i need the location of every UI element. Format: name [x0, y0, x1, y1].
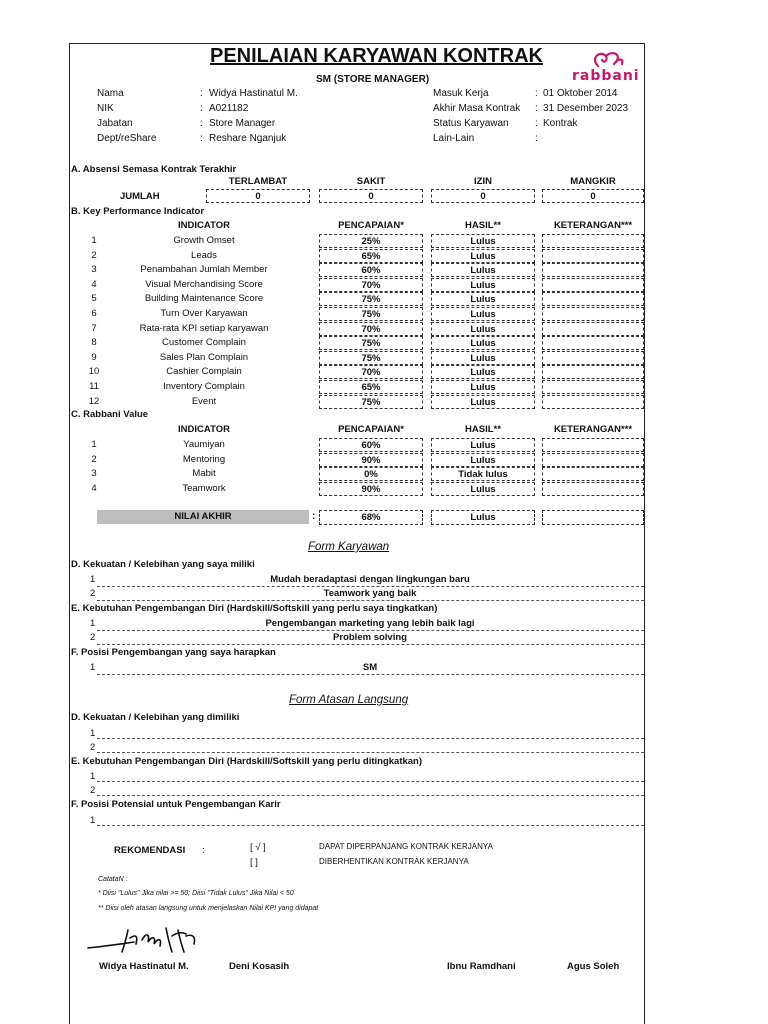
row-number: 11: [89, 381, 99, 392]
hasil-value: Lulus: [431, 365, 535, 379]
signature-icon: [86, 922, 202, 958]
form-karyawan-f-title: F. Posisi Pengembangan yang saya harapkan: [71, 647, 276, 658]
hasil-value: Lulus: [431, 453, 535, 467]
dept-label: Dept/reShare: [97, 133, 157, 144]
dotted-line: [97, 630, 644, 631]
indicator-name: Turn Over Karyawan: [160, 308, 248, 319]
indicator-name: Leads: [191, 249, 217, 261]
colon: :: [200, 103, 203, 114]
item-number: 2: [90, 588, 96, 599]
absensi-title: A. Absensi Semasa Kontrak Terakhir: [71, 164, 237, 175]
nilai-akhir-label: NILAI AKHIR: [97, 510, 309, 524]
nilai-akhir-keterangan: [542, 510, 644, 525]
absensi-value: 0: [319, 189, 423, 203]
absensi-header: SAKIT: [356, 176, 386, 187]
keterangan-cell: [542, 467, 644, 481]
kpi-header: KETERANGAN***: [553, 220, 633, 231]
dotted-line: [97, 795, 644, 796]
keterangan-cell: [542, 292, 644, 306]
row-number: 3: [91, 468, 97, 480]
row-number: 1: [91, 439, 97, 450]
page-subtitle: SM (STORE MANAGER): [316, 74, 430, 85]
rabbani-logo-icon: [588, 48, 628, 70]
keterangan-cell: [542, 322, 644, 336]
rekomendasi-option-perpanjang: DAPAT DIPERPANJANG KONTRAK KERJANYA: [319, 842, 493, 851]
kekuatan-item: Mudah beradaptasi dengan lingkungan baru: [270, 574, 470, 585]
pengembangan-item: Pengembangan marketing yang lebih baik lagi: [265, 618, 475, 629]
value-header: KETERANGAN***: [553, 424, 633, 435]
jabatan-value: Store Manager: [209, 118, 276, 129]
item-number: 1: [90, 574, 96, 585]
row-number: 3: [91, 264, 97, 276]
pencapaian-value: 70%: [319, 278, 423, 292]
colon: :: [535, 133, 538, 144]
indicator-name: Penambahan Jumlah Member: [140, 264, 268, 276]
colon: :: [200, 133, 203, 144]
pencapaian-value: 90%: [319, 453, 423, 467]
rekomendasi-checkbox-berhenti[interactable]: [ ]: [250, 857, 258, 868]
rekomendasi-option-berhenti: DIBERHENTIKAN KONTRAK KERJANYA: [319, 857, 469, 866]
kpi-header: HASIL**: [465, 220, 501, 231]
row-number: 2: [91, 249, 97, 261]
catatan-note: * Diisi "Lulus" Jika nilai >= 50; Diisi "Tidak Lulus" Jika Nilai < 50: [98, 890, 294, 897]
indicator-name: Event: [191, 395, 217, 407]
posisi-item: SM: [362, 662, 378, 673]
row-number: 2: [91, 453, 97, 465]
hasil-value: Tidak lulus: [431, 467, 535, 481]
pencapaian-value: 0%: [319, 467, 423, 481]
form-karyawan-title: Form Karyawan: [308, 541, 390, 553]
item-number: 2: [90, 742, 96, 753]
pencapaian-value: 70%: [319, 322, 423, 336]
dotted-line: [97, 586, 644, 587]
indicator-name: Building Maintenance Score: [144, 293, 264, 305]
pencapaian-value: 75%: [319, 351, 423, 365]
pencapaian-value: 65%: [319, 249, 423, 263]
keterangan-cell: [542, 263, 644, 277]
item-number: 1: [90, 728, 96, 739]
page-title: PENILAIAN KARYAWAN KONTRAK: [210, 45, 543, 67]
indicator-name: Mabit: [192, 468, 216, 480]
hasil-value: Lulus: [431, 234, 535, 248]
row-number: 4: [91, 482, 97, 494]
pencapaian-value: 65%: [319, 380, 423, 394]
rabbani-logo-text: rabbani: [572, 68, 640, 84]
absensi-value: 0: [431, 189, 535, 203]
catatan-note: ** Diisi oleh atasan langsung untuk menjelaskan Nilai KPI yang didapat: [98, 905, 319, 912]
colon: :: [200, 88, 203, 99]
hasil-value: Lulus: [431, 292, 535, 306]
indicator-name: Inventory Complain: [163, 381, 245, 392]
masuk-label: Masuk Kerja: [433, 88, 489, 99]
dotted-line: [97, 781, 644, 782]
nilai-akhir-value: 68%: [319, 510, 423, 525]
value-header: HASIL**: [465, 424, 501, 435]
keterangan-cell: [542, 482, 644, 496]
pengembangan-item: Problem solving: [333, 632, 407, 643]
dotted-line: [97, 738, 644, 739]
nama-value: Widya Hastinatul M.: [209, 88, 298, 99]
nik-label: NIK: [97, 103, 114, 114]
indicator-name: Visual Merchandising Score: [145, 278, 263, 290]
absensi-value: 0: [542, 189, 644, 203]
form-karyawan-d-title: D. Kekuatan / Kelebihan yang saya miliki: [71, 559, 255, 570]
dotted-line: [97, 825, 644, 826]
hasil-value: Lulus: [431, 482, 535, 496]
row-number: 6: [91, 308, 97, 319]
jabatan-label: Jabatan: [97, 118, 133, 129]
row-number: 9: [91, 351, 97, 363]
indicator-name: Rata-rata KPI setiap karyawan: [139, 322, 269, 334]
hasil-value: Lulus: [431, 351, 535, 365]
row-number: 1: [91, 235, 97, 246]
row-number: 8: [91, 337, 97, 349]
colon: :: [535, 118, 538, 129]
pencapaian-value: 75%: [319, 336, 423, 350]
item-number: 2: [90, 632, 96, 643]
kpi-header: INDICATOR: [178, 220, 230, 231]
hasil-value: Lulus: [431, 307, 535, 321]
signature-name: Deni Kosasih: [229, 961, 290, 972]
item-number: 2: [90, 785, 96, 796]
row-number: 12: [88, 395, 100, 407]
pencapaian-value: 60%: [319, 263, 423, 277]
nilai-akhir-hasil: Lulus: [431, 510, 535, 525]
colon: :: [312, 511, 316, 522]
dotted-line: [97, 644, 644, 645]
value-header: PENCAPAIAN*: [338, 424, 404, 435]
row-number: 5: [91, 293, 97, 305]
row-number: 7: [91, 322, 97, 334]
item-number: 1: [90, 771, 96, 782]
akhir-label: Akhir Masa Kontrak: [433, 103, 521, 114]
signature-image: [86, 922, 202, 963]
keterangan-cell: [542, 365, 644, 379]
pencapaian-value: 75%: [319, 307, 423, 321]
status-label: Status Karyawan: [433, 118, 509, 129]
form-atasan-title: Form Atasan Langsung: [289, 694, 409, 706]
item-number: 1: [90, 618, 96, 629]
signature-name: Agus Soleh: [567, 961, 620, 972]
akhir-value: 31 Desember 2023: [543, 103, 629, 114]
pencapaian-value: 75%: [319, 395, 423, 409]
signature-name: Ibnu Ramdhani: [447, 961, 516, 972]
keterangan-cell: [542, 278, 644, 292]
indicator-name: Yaumiyan: [183, 439, 225, 450]
item-number: 1: [90, 815, 96, 826]
rekomendasi-label: REKOMENDASI: [114, 845, 186, 856]
kpi-title: B. Key Performance Indicator: [71, 206, 205, 217]
absensi-header: TERLAMBAT: [228, 176, 288, 187]
dotted-line: [97, 752, 644, 753]
keterangan-cell: [542, 307, 644, 321]
indicator-name: Cashier Complain: [166, 366, 242, 378]
colon: :: [535, 103, 538, 114]
keterangan-cell: [542, 336, 644, 350]
absensi-header: IZIN: [474, 176, 492, 187]
absensi-header: MANGKIR: [570, 176, 616, 187]
keterangan-cell: [542, 453, 644, 467]
indicator-name: Customer Complain: [162, 337, 246, 349]
pencapaian-value: 75%: [319, 292, 423, 306]
indicator-name: Teamwork: [182, 482, 226, 494]
nama-label: Nama: [97, 88, 124, 99]
dotted-line: [97, 600, 644, 601]
hasil-value: Lulus: [431, 278, 535, 292]
keterangan-cell: [542, 249, 644, 263]
keterangan-cell: [542, 438, 644, 452]
row-number: 4: [91, 278, 97, 290]
nik-value: A021182: [209, 103, 249, 114]
item-number: 1: [90, 662, 96, 673]
value-header: INDICATOR: [178, 424, 230, 435]
hasil-value: Lulus: [431, 336, 535, 350]
value-title: C. Rabbani Value: [71, 409, 149, 420]
lain-label: Lain-Lain: [433, 133, 475, 144]
absensi-value: 0: [206, 189, 310, 203]
kpi-header: PENCAPAIAN*: [338, 220, 404, 231]
hasil-value: Lulus: [431, 322, 535, 336]
status-value: Kontrak: [543, 118, 578, 129]
keterangan-cell: [542, 234, 644, 248]
signature-name: Widya Hastinatul M.: [99, 961, 189, 972]
hasil-value: Lulus: [431, 395, 535, 409]
pencapaian-value: 60%: [319, 438, 423, 452]
masuk-value: 01 Oktober 2014: [543, 88, 618, 99]
rekomendasi-checkbox-perpanjang[interactable]: [ √ ]: [250, 842, 266, 853]
form-atasan-f-title: F. Posisi Potensial untuk Pengembangan Karir: [71, 799, 281, 810]
colon: :: [200, 118, 203, 129]
hasil-value: Lulus: [431, 249, 535, 263]
hasil-value: Lulus: [431, 438, 535, 452]
colon: :: [535, 88, 538, 99]
keterangan-cell: [542, 351, 644, 365]
absensi-row-label: JUMLAH: [120, 191, 160, 202]
dotted-line: [97, 674, 644, 675]
indicator-name: Sales Plan Complain: [159, 351, 249, 363]
colon: :: [202, 845, 205, 856]
pencapaian-value: 25%: [319, 234, 423, 248]
form-atasan-d-title: D. Kekuatan / Kelebihan yang dimiliki: [71, 712, 240, 723]
form-karyawan-e-title: E. Kebutuhan Pengembangan Diri (Hardskill/Softskill yang perlu saya tingkatkan): [71, 603, 438, 614]
pencapaian-value: 90%: [319, 482, 423, 496]
keterangan-cell: [542, 380, 644, 394]
indicator-name: Mentoring: [182, 453, 226, 465]
catatan-title: CatataN :: [98, 876, 128, 883]
kekuatan-item: Teamwork yang baik: [323, 588, 417, 599]
hasil-value: Lulus: [431, 380, 535, 394]
hasil-value: Lulus: [431, 263, 535, 277]
row-number: 10: [88, 366, 100, 378]
keterangan-cell: [542, 395, 644, 409]
form-atasan-e-title: E. Kebutuhan Pengembangan Diri (Hardskill/Softskill yang perlu ditingkatkan): [71, 756, 423, 767]
pencapaian-value: 70%: [319, 365, 423, 379]
indicator-name: Growth Omset: [173, 235, 235, 246]
dept-value: Reshare Nganjuk: [209, 133, 287, 144]
